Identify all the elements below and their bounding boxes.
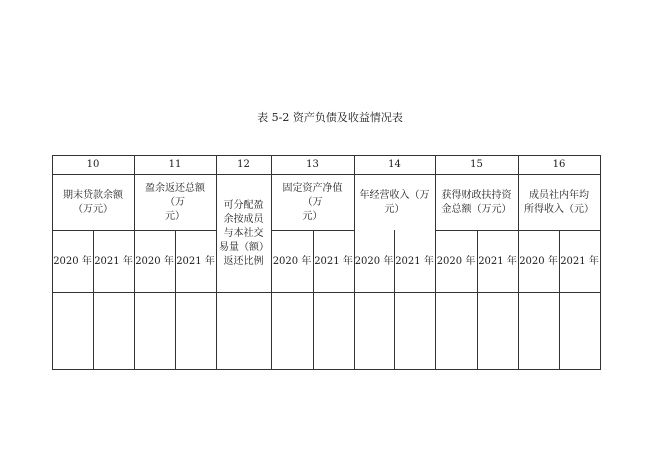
empty-data-row (52, 293, 600, 369)
year-header: 2020 年 (53, 256, 92, 267)
asset-liability-income-table (52, 155, 601, 370)
column-header-member-income: 成员社内年均 所得收入（元） (524, 189, 594, 215)
column-number: 13 (306, 159, 319, 170)
year-header: 2021 年 (395, 256, 434, 267)
column-number: 12 (237, 159, 250, 170)
column-number: 15 (470, 159, 483, 170)
column-number: 14 (388, 159, 401, 170)
column-header-surplus-return: 盈余返还总额（万 元） (145, 182, 205, 222)
year-header: 2021 年 (560, 256, 599, 267)
column-header-loan-balance: 期末贷款余额 （万元） (63, 189, 123, 215)
year-header: 2021 年 (94, 256, 133, 267)
year-header: 2021 年 (314, 256, 353, 267)
column-header-operating-income: 年经营收入（万 元） (359, 189, 430, 215)
year-header: 2020 年 (354, 256, 394, 267)
column-header-fiscal-support: 获得财政扶持资 金总额（万元） (441, 189, 512, 215)
year-header: 2020 年 (272, 256, 312, 267)
column-number: 16 (552, 159, 566, 170)
column-header-return-ratio: 可分配盈 余按成员 与本社交 易量（额） 返还比例 (219, 199, 269, 267)
year-header: 2021 年 (478, 256, 517, 267)
column-number: 10 (86, 159, 100, 170)
column-header-fixed-assets: 固定资产净值（万 元） (282, 182, 343, 222)
year-header: 2021 年 (176, 256, 215, 267)
year-header: 2020 年 (135, 256, 174, 267)
column-number: 11 (168, 159, 182, 170)
year-header: 2020 年 (519, 256, 558, 267)
table-title: 表 5-2 资产负债及收益情况表 (257, 111, 403, 124)
year-header: 2020 年 (436, 256, 476, 267)
